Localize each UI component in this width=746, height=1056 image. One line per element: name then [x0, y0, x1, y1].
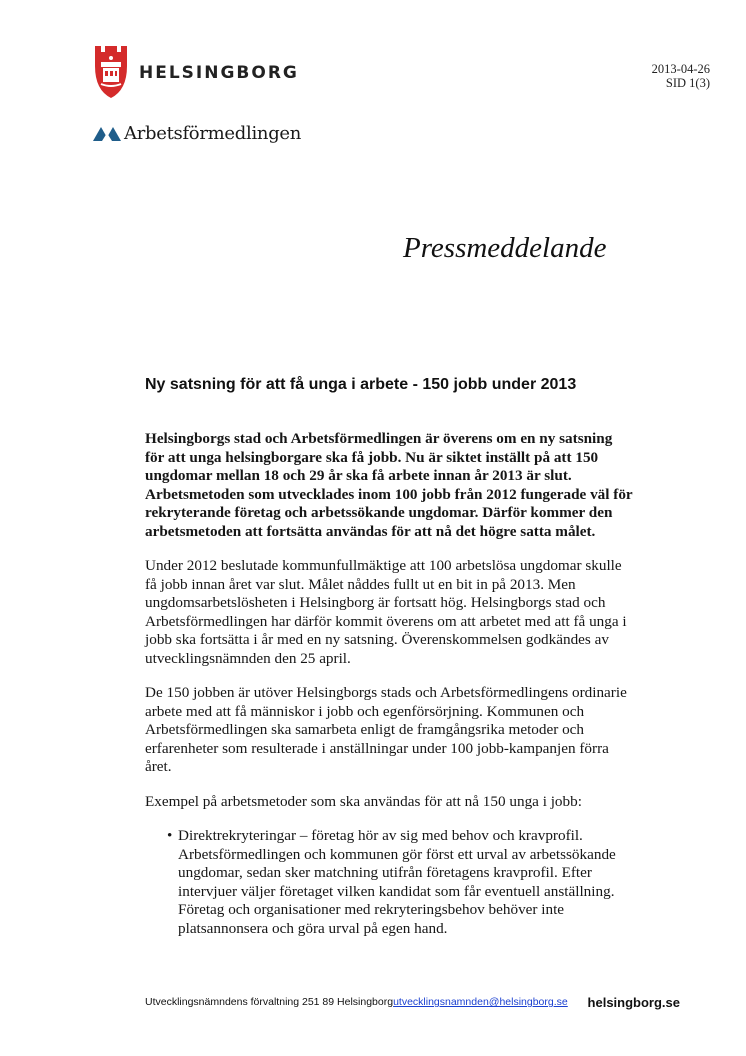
page-footer	[145, 995, 680, 1011]
arbetsformedlingen-wordmark: Arbetsförmedlingen	[124, 123, 302, 144]
body-paragraph-3: Exempel på arbetsmetoder som ska användas för att nå 150 unga i jobb:	[145, 792, 582, 810]
footer-address-line	[145, 996, 568, 1008]
footer-address: Utvecklingsnämndens förvaltning 251 89 Helsingborg	[145, 996, 394, 1008]
body-paragraph-1: Under 2012 beslutade kommunfullmäktige att 100 arbetslösa ungdomar skulle få jobb innan året var slut. Målet nåddes fullt ut en bit in på 2013. Men ungdomsarbetslösheten i Helsingborg är fortsatt hög. Helsingborgs stad och Arbetsförmedlingen har därför kommit överens om att arbetet med att få unga i jobb ska fortsätta i år med en ny satsning. Överenskommelsen godkändes av utvecklingsnämnden den 25 april.	[145, 557, 627, 667]
document-date: 2013-04-26	[651, 62, 710, 76]
lead-paragraph: Helsingborgs stad och Arbetsförmedlingen är överens om en ny satsning för att unga helsingborgare ska få jobb. Nu är siktet inställt på att 150 ungdomar mellan 18 och 29 år ska få arbete innan år 2013 är slut. Arbetsmetoden som utvecklades inom 100 jobb från 2012 fungerade väl för rekryterande företag och arbetssökande ungdomar. Därför kommer den arbetsmetoden att fortsätta användas för att nå det högre satta målet.	[145, 430, 633, 540]
list-item	[145, 827, 633, 938]
helsingborg-crest-icon	[93, 44, 129, 100]
method-list	[145, 827, 633, 938]
article-body	[145, 430, 633, 938]
list-item-text: Direktrekryteringar – företag hör av sig med behov och kravprofil. Arbetsförmedlingen och kommunen gör först ett urval av arbetssökande ungdomar, sedan sker matchning utifrån företagens kravprofil. Efter intervjuer väljer företaget vilken kandidat som får eventuell anställning. Företag och organisationer med rekryteringsbehov behöver inte platsannonsera och göra urval på egen hand.	[178, 827, 616, 937]
arbetsformedlingen-mark-icon	[93, 125, 121, 141]
headline: Ny satsning för att få unga i arbete - 150 jobb under 2013	[145, 376, 577, 393]
helsingborg-logo	[93, 44, 299, 100]
footer-website[interactable]: helsingborg.se	[587, 995, 680, 1010]
page-number: SID 1(3)	[665, 76, 710, 90]
bullet-icon: •	[167, 827, 173, 844]
document-meta	[652, 62, 710, 90]
footer-email-link[interactable]: utvecklingsnamnden@helsingborg.se	[393, 996, 568, 1008]
document-type: Pressmeddelande	[403, 232, 607, 264]
body-paragraph-2: De 150 jobben är utöver Helsingborgs stads och Arbetsförmedlingens ordinarie arbete med att få människor i jobb och egenförsörjning. Kommunen och Arbetsförmedlingen ska samarbeta enligt de framgångsrika metoder och erfarenheter som resulterade i anställningar under 100 jobb-kampanjen förra året.	[145, 684, 627, 775]
helsingborg-wordmark: HELSINGBORG	[139, 63, 299, 83]
